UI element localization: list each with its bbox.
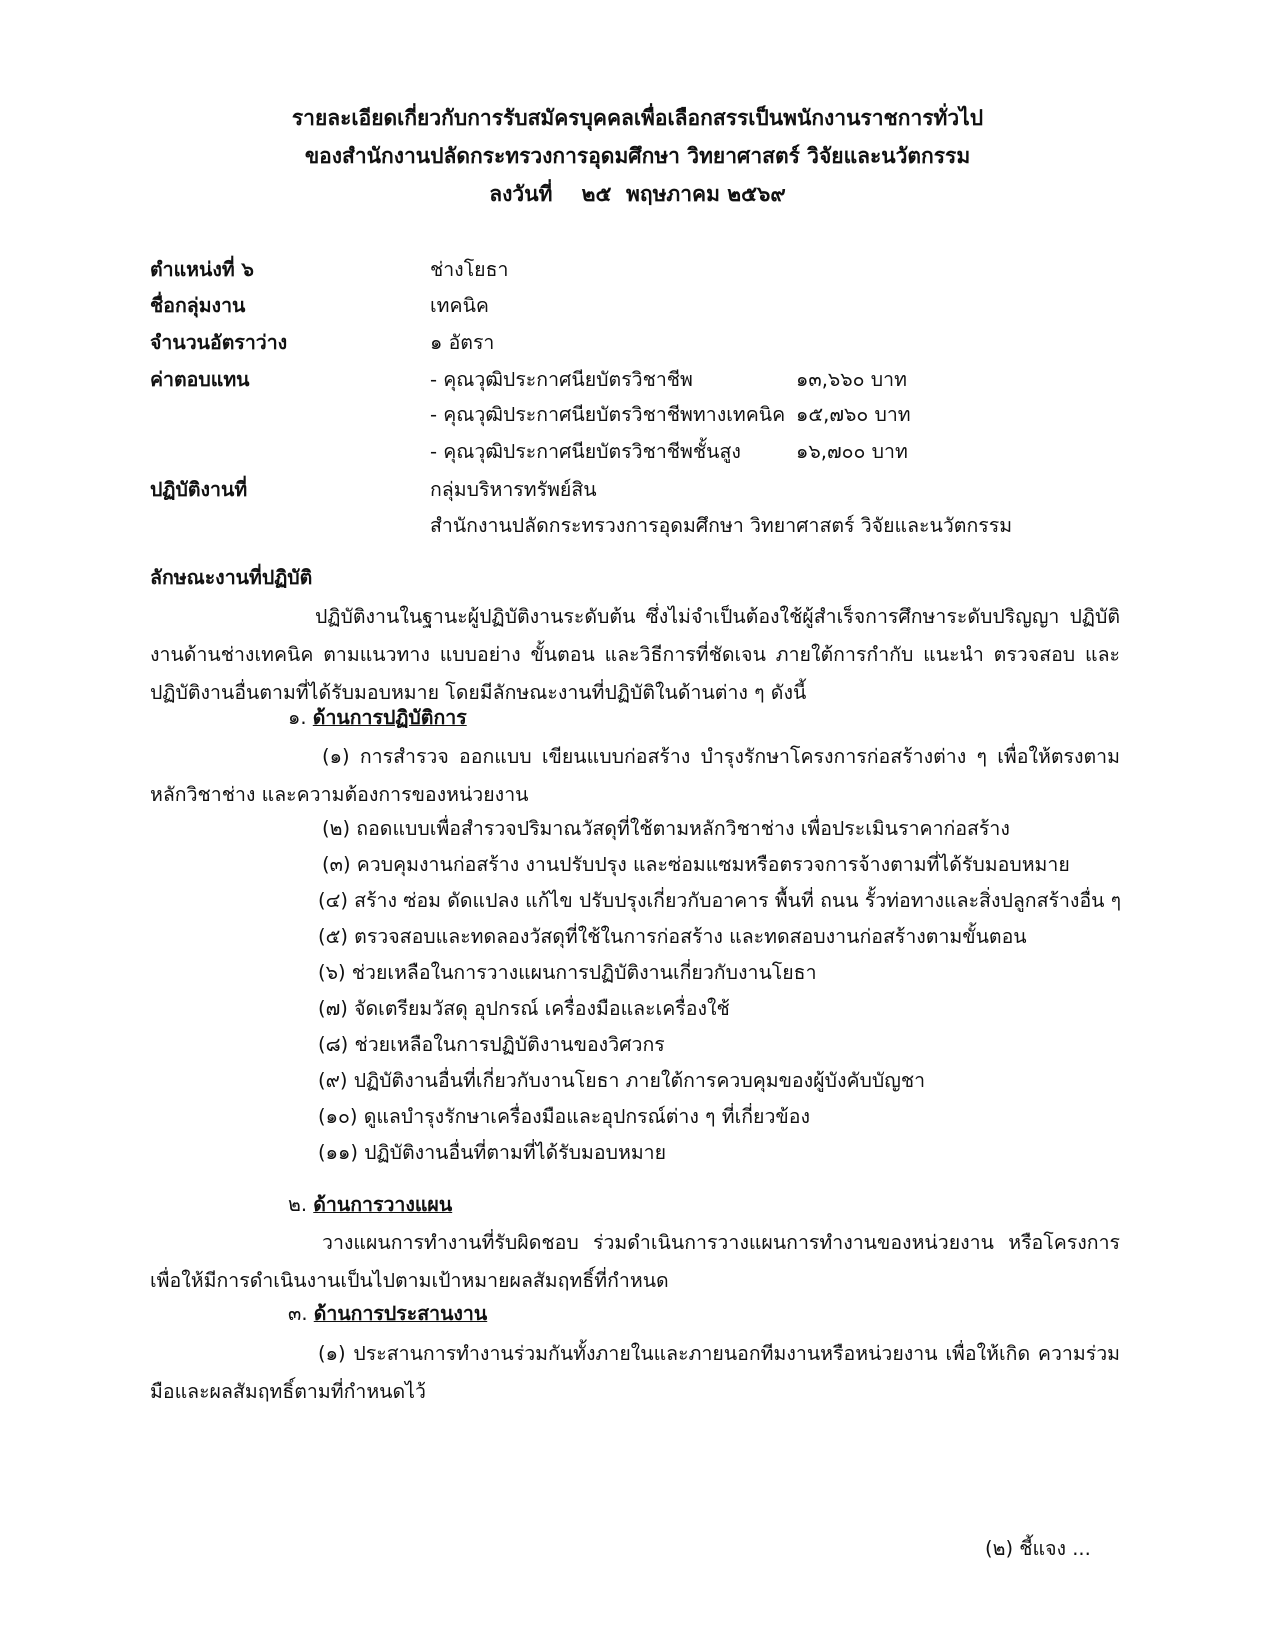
pay-item-text: - คุณวุฒิประกาศนียบัตรวิชาชีพชั้นสูง <box>430 440 741 463</box>
section-1-item: (๖) ช่วยเหลือในการวางแผนการปฏิบัติงานเกี่ยวกับงานโยธา <box>318 961 817 984</box>
vacancy-label: จำนวนอัตราว่าง <box>150 331 288 354</box>
section-2-number: ๒. <box>288 1193 308 1216</box>
section-3-heading <box>288 1302 487 1325</box>
section-3-number: ๓. <box>288 1302 308 1325</box>
section-1-item: (๑๐) ดูแลบำรุงรักษาเครื่องมือและอุปกรณ์ต่าง ๆ ที่เกี่ยวข้อง <box>318 1105 810 1128</box>
section-2-heading <box>288 1193 452 1216</box>
section-1-number: ๑. <box>288 706 307 729</box>
group-value: เทคนิค <box>430 294 489 317</box>
duties-intro-text: ปฏิบัติงานในฐานะผู้ปฏิบัติงานระดับต้น ซึ่งไม่จำเป็นต้องใช้ผู้สำเร็จการศึกษาระดับปริญญา ปฏิบัติงานด้านช่างเทคนิค ตามแนวทาง แบบอย่าง ขั้นตอน และวิธีการที่ชัดเจน ภายใต้การกำกับ แนะนำ ตรวจสอบ และปฏิบัติงานอื่นตามที่ได้รับมอบหมาย โดยมีลักษณะงานที่ปฏิบัติในด้านต่าง ๆ ดังนี้ <box>150 605 1120 704</box>
position-value: ช่างโยธา <box>430 258 509 281</box>
section-1-item: (๑๑) ปฏิบัติงานอื่นที่ตามที่ได้รับมอบหมาย <box>318 1141 667 1164</box>
pay-item-text: - คุณวุฒิประกาศนียบัตรวิชาชีพ <box>430 368 693 391</box>
workplace-label: ปฏิบัติงานที่ <box>150 478 248 501</box>
section-3-item-1 <box>150 1335 1120 1411</box>
doc-title-line1: รายละเอียดเกี่ยวกับการรับสมัครบุคคลเพื่อเลือกสรรเป็นพนักงานราชการทั่วไป <box>291 106 984 130</box>
vacancy-value: ๑ อัตรา <box>430 331 495 354</box>
section-3-title: ด้านการประสานงาน <box>313 1302 488 1325</box>
section-1-item: (๒) ถอดแบบเพื่อสำรวจปริมาณวัสดุที่ใช้ตามหลักวิชาช่าง เพื่อประเมินราคาก่อสร้าง <box>322 817 1010 840</box>
section-1-item: (๙) ปฏิบัติงานอื่นที่เกี่ยวกับงานโยธา ภายใต้การควบคุมของผู้บังคับบัญชา <box>318 1069 926 1092</box>
section-1-item: (๓) ควบคุมงานก่อสร้าง งานปรับปรุง และซ่อมแซมหรือตรวจการจ้างตามที่ได้รับมอบหมาย <box>322 853 1070 876</box>
section-1-item: (๗) จัดเตรียมวัสดุ อุปกรณ์ เครื่องมือและเครื่องใช้ <box>318 997 730 1020</box>
position-label: ตำแหน่งที่ ๖ <box>150 258 254 281</box>
section-2-text: วางแผนการทำงานที่รับผิดชอบ ร่วมดำเนินการวางแผนการทำงานของหน่วยงาน หรือโครงการ เพื่อให้มีการดำเนินงานเป็นไปตามเป้าหมายผลสัมฤทธิ์ที่กำหนด <box>150 1231 1120 1292</box>
section-1-item: (๘) ช่วยเหลือในการปฏิบัติงานของวิศวกร <box>318 1033 665 1056</box>
section-1-item-1-text: (๑) การสำรวจ ออกแบบ เขียนแบบก่อสร้าง บำรุงรักษาโครงการก่อสร้างต่าง ๆ เพื่อให้ตรงตามหลักวิชาช่าง และความต้องการของหน่วยงาน <box>150 745 1120 806</box>
pay-item-amount: ๑๓,๖๖๐ บาท <box>796 368 907 391</box>
group-label: ชื่อกลุ่มงาน <box>150 294 246 317</box>
section-1-item-1 <box>150 738 1120 814</box>
doc-title-date: ลงวันที่ ๒๕ พฤษภาคม ๒๕๖๙ <box>489 182 786 206</box>
workplace-line1: กลุ่มบริหารทรัพย์สิน <box>430 478 597 501</box>
section-1-item: (๕) ตรวจสอบและทดลองวัสดุที่ใช้ในการก่อสร้าง และทดสอบงานก่อสร้างตามขั้นตอน <box>318 925 1027 948</box>
duties-heading: ลักษณะงานที่ปฏิบัติ <box>150 566 313 589</box>
workplace-line2: สำนักงานปลัดกระทรวงการอุดมศึกษา วิทยาศาสตร์ วิจัยและนวัตกรรม <box>430 514 1013 537</box>
section-1-heading <box>288 706 467 729</box>
section-2-paragraph <box>150 1224 1120 1300</box>
continued-marker: (๒) ชี้แจง ... <box>985 1537 1091 1560</box>
pay-label: ค่าตอบแทน <box>150 368 250 391</box>
section-3-item-1-text: (๑) ประสานการทำงานร่วมกันทั้งภายในและภายนอกทีมงานหรือหน่วยงาน เพื่อให้เกิด ความร่วมมือและผลสัมฤทธิ์ตามที่กำหนดไว้ <box>150 1342 1120 1403</box>
pay-item-amount: ๑๕,๗๖๐ บาท <box>796 403 911 426</box>
pay-item-text: - คุณวุฒิประกาศนียบัตรวิชาชีพทางเทคนิค <box>430 403 786 426</box>
section-2-title: ด้านการวางแผน <box>313 1193 453 1216</box>
pay-item-amount: ๑๖,๗๐๐ บาท <box>796 440 908 463</box>
duties-intro-paragraph <box>150 598 1120 712</box>
section-1-item: (๔) สร้าง ซ่อม ดัดแปลง แก้ไข ปรับปรุงเกี่ยวกับอาคาร พื้นที่ ถนน รั้วท่อทางและสิ่งปลูกสร้างอื่น ๆ <box>318 889 1122 912</box>
doc-title-line2: ของสำนักงานปลัดกระทรวงการอุดมศึกษา วิทยาศาสตร์ วิจัยและนวัตกรรม <box>304 144 971 168</box>
section-1-title: ด้านการปฏิบัติการ <box>312 706 467 729</box>
